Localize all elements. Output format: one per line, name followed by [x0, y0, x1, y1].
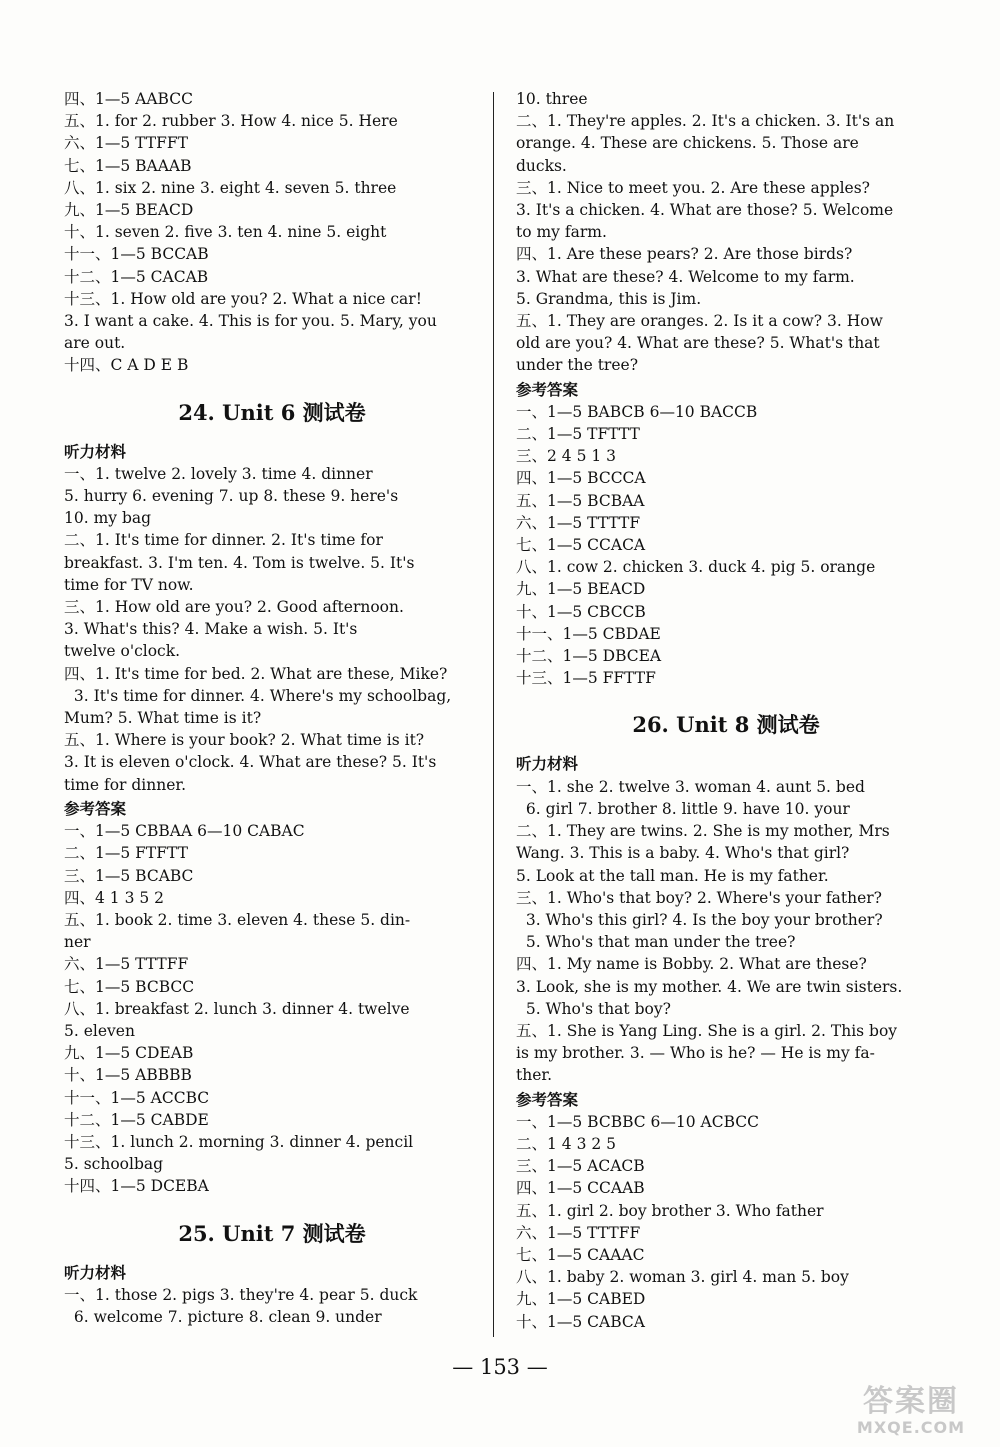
unit7-listening-cont — [516, 88, 936, 377]
text-line: 5. Who's that boy? — [516, 999, 671, 1018]
text-line: 5. schoolbag — [64, 1155, 164, 1174]
text-line: 九、1—5 BEACD — [516, 580, 646, 599]
text-line: 十、1. seven 2. five 3. ten 4. nine 5. eight — [64, 223, 387, 242]
text-line: 十二、1—5 CACAB — [64, 267, 209, 286]
text-line: 6. girl 7. brother 8. little 9. have 10. your — [516, 799, 850, 818]
column-divider — [493, 92, 494, 1337]
unit7-title: 25. Unit 7 测试卷 — [178, 1220, 366, 1246]
text-line: 3. It's time for dinner. 4. Where's my schoolbag, — [64, 686, 452, 705]
text-line: 三、1—5 ACACB — [516, 1157, 645, 1176]
text-line: 3. Look, she is my mother. 4. We are twin sisters. — [516, 977, 903, 996]
text-line: 3. It is eleven o'clock. 4. What are these? 5. It's — [64, 753, 437, 772]
unit8-listening — [516, 776, 936, 1087]
text-line: 五、1. Where is your book? 2. What time is it? — [64, 731, 425, 750]
text-line: 五、1. for 2. rubber 3. How 4. nice 5. Here — [64, 112, 398, 131]
text-line: 四、1—5 BCCCA — [516, 469, 646, 488]
text-line: 六、1—5 TTTFF — [64, 955, 189, 974]
watermark-top: 答案圈 — [863, 1384, 959, 1419]
text-line: 5. eleven — [64, 1021, 135, 1040]
text-line: 五、1—5 BCBAA — [516, 491, 645, 510]
text-line: 七、1—5 CCACA — [516, 536, 646, 555]
text-line: 八、1. six 2. nine 3. eight 4. seven 5. three — [64, 178, 397, 197]
text-line: 十、1—5 CBCCB — [516, 602, 646, 621]
text-line: 二、1—5 TFTTT — [516, 425, 640, 444]
text-line: 一、1. she 2. twelve 3. woman 4. aunt 5. bed — [516, 777, 865, 796]
text-line: 3. What are these? 4. Welcome to my farm. — [516, 267, 855, 286]
unit6-listening — [64, 463, 480, 796]
text-line: 四、1—5 AABCC — [64, 90, 193, 108]
text-line: 3. What's this? 4. Make a wish. 5. It's — [64, 620, 358, 639]
unit7-listening — [64, 1284, 480, 1328]
text-line: 一、1. twelve 2. lovely 3. time 4. dinner — [64, 464, 373, 483]
unit8-answers — [516, 1111, 936, 1333]
text-line: 六、1—5 TTTFF — [516, 1223, 641, 1242]
unit8-listening-label: 听力材料 — [516, 754, 579, 774]
text-line: 五、1. girl 2. boy brother 3. Who father — [516, 1201, 824, 1220]
text-line: 十一、1—5 CBDAE — [516, 624, 661, 643]
text-line: 十三、1. lunch 2. morning 3. dinner 4. pencil — [64, 1132, 414, 1151]
text-line: 十一、1—5 ACCBC — [64, 1088, 210, 1107]
unit7-answers — [516, 401, 936, 690]
text-line: 5. Grandma, this is Jim. — [516, 289, 702, 308]
text-line: 二、1. They are twins. 2. She is my mother, Mrs — [516, 822, 890, 841]
left-column — [64, 88, 480, 1328]
text-line: 八、1. cow 2. chicken 3. duck 4. pig 5. orange — [516, 558, 876, 577]
text-line: 三、1—5 BCABC — [64, 866, 194, 885]
text-line: 十三、1. How old are you? 2. What a nice car! — [64, 289, 422, 308]
text-line: 3. Who's this girl? 4. Is the boy your brother? — [516, 910, 883, 929]
text-line: 六、1—5 TTFFT — [64, 134, 188, 153]
unit7-listening-label: 听力材料 — [64, 1262, 127, 1282]
text-line: 一、1—5 CBBAA 6—10 CABAC — [64, 822, 305, 841]
text-line: 5. Who's that man under the tree? — [516, 933, 796, 952]
text-line: Mum? 5. What time is it? — [64, 709, 262, 728]
text-line: ner — [64, 933, 91, 952]
text-line: 一、1—5 BCBBC 6—10 ACBCC — [516, 1112, 760, 1131]
unit6-answers-label: 参考答案 — [64, 798, 127, 818]
text-line: 二、1. It's time for dinner. 2. It's time for — [64, 531, 383, 550]
text-line: 10. three — [516, 90, 588, 108]
text-line: 四、1. My name is Bobby. 2. What are these? — [516, 955, 867, 974]
text-line: is my brother. 3. — Who is he? — He is my fa- — [516, 1044, 875, 1063]
text-line: 九、1—5 CABED — [516, 1290, 646, 1309]
text-line: 九、1—5 CDEAB — [64, 1044, 194, 1063]
text-line: 5. Look at the tall man. He is my father. — [516, 866, 829, 885]
text-line: 四、1—5 CCAAB — [516, 1179, 645, 1198]
text-line: 6. welcome 7. picture 8. clean 9. under — [64, 1307, 382, 1326]
text-line: 3. It's a chicken. 4. What are those? 5. Welcome — [516, 201, 894, 220]
text-line: 十四、C A D E B — [64, 356, 189, 375]
text-line: breakfast. 3. I'm ten. 4. Tom is twelve. 5. It's — [64, 553, 415, 572]
unit6-answers — [64, 820, 480, 1197]
text-line: under the tree? — [516, 356, 639, 375]
page-number: — 153 — — [452, 1355, 548, 1379]
unit8-answers-label: 参考答案 — [516, 1089, 579, 1109]
text-line: 五、1. She is Yang Ling. She is a girl. 2. This boy — [516, 1021, 898, 1040]
text-line: 二、1. They're apples. 2. It's a chicken. 3. It's an — [516, 112, 895, 131]
text-line: to my farm. — [516, 223, 607, 242]
text-line: are out. — [64, 334, 126, 353]
text-line: 七、1—5 BAAAB — [64, 156, 192, 175]
text-line: 二、1—5 FTFTT — [64, 844, 188, 863]
text-line: 3. I want a cake. 4. This is for you. 5. Mary, you — [64, 312, 437, 331]
text-line: ther. — [516, 1066, 553, 1085]
text-line: 10. my bag — [64, 509, 152, 528]
text-line: 十、1—5 ABBBB — [64, 1066, 192, 1085]
text-line: 十、1—5 CABCA — [516, 1312, 645, 1331]
text-line: 三、1. Who's that boy? 2. Where's your father? — [516, 888, 882, 907]
unit8-title: 26. Unit 8 测试卷 — [632, 712, 820, 738]
text-line: 九、1—5 BEACD — [64, 201, 194, 220]
watermark-logo — [836, 1385, 986, 1441]
watermark-bottom: MXQE.COM — [856, 1418, 966, 1437]
answers-block-unit5-cont — [64, 88, 480, 377]
text-line: time for dinner. — [64, 775, 187, 794]
text-line: Wang. 3. This is a baby. 4. Who's that girl? — [516, 844, 850, 863]
text-line: 五、1. book 2. time 3. eleven 4. these 5. din- — [64, 910, 411, 929]
text-line: 十四、1—5 DCEBA — [64, 1177, 209, 1196]
text-line: 四、1. It's time for bed. 2. What are these, Mike? — [64, 664, 448, 683]
text-line: 四、4 1 3 5 2 — [64, 888, 165, 907]
text-line: 四、1. Are these pears? 2. Are those birds? — [516, 245, 853, 264]
right-column — [516, 88, 936, 1333]
text-line: 一、1—5 BABCB 6—10 BACCB — [516, 402, 758, 421]
text-line: 5. hurry 6. evening 7. up 8. these 9. here's — [64, 487, 399, 506]
text-line: 三、1. How old are you? 2. Good afternoon. — [64, 598, 404, 617]
text-line: 八、1. baby 2. woman 3. girl 4. man 5. boy — [516, 1268, 849, 1287]
text-line: 七、1—5 BCBCC — [64, 977, 195, 996]
text-line: 十一、1—5 BCCAB — [64, 245, 209, 264]
text-line: 十二、1—5 CABDE — [64, 1110, 209, 1129]
text-line: old are you? 4. What are these? 5. What's that — [516, 334, 880, 353]
unit7-answers-label: 参考答案 — [516, 379, 579, 399]
unit6-listening-label: 听力材料 — [64, 441, 127, 461]
text-line: ducks. — [516, 156, 567, 175]
text-line: twelve o'clock. — [64, 642, 181, 661]
text-line: orange. 4. These are chickens. 5. Those are — [516, 134, 859, 153]
text-line: 二、1 4 3 2 5 — [516, 1134, 617, 1153]
text-line: 八、1. breakfast 2. lunch 3. dinner 4. twelve — [64, 999, 410, 1018]
text-line: time for TV now. — [64, 575, 194, 594]
text-line: 三、2 4 5 1 3 — [516, 447, 617, 466]
text-line: 一、1. those 2. pigs 3. they're 4. pear 5. duck — [64, 1285, 418, 1304]
text-line: 十三、1—5 FFTTF — [516, 669, 656, 688]
text-line: 三、1. Nice to meet you. 2. Are these apples? — [516, 178, 870, 197]
text-line: 六、1—5 TTTTF — [516, 513, 641, 532]
text-line: 十二、1—5 DBCEA — [516, 647, 662, 666]
text-line: 七、1—5 CAAAC — [516, 1245, 645, 1264]
unit6-title: 24. Unit 6 测试卷 — [178, 399, 366, 425]
text-line: 五、1. They are oranges. 2. Is it a cow? 3. How — [516, 312, 883, 331]
